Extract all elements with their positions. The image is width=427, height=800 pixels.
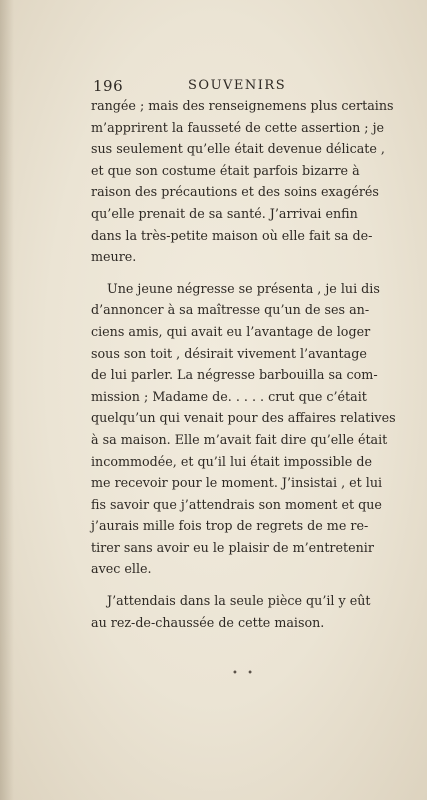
paragraph-2 [91, 278, 396, 580]
text-line: dans la très-petite maison où elle fait sa de- [91, 227, 373, 243]
text-line: ciens amis, qui avait eu l’avantage de loger [91, 323, 371, 339]
text-line: rangée ; mais des renseignemens plus certains [91, 98, 394, 113]
running-head [93, 77, 353, 95]
text-line: meure. [91, 249, 137, 265]
text-line: de lui parler. La négresse barbouilla sa com- [91, 367, 378, 383]
text-line: m’apprirent la fausseté de cette assertion ; je [91, 119, 385, 135]
paragraph-gap [91, 580, 351, 590]
text-line: j’aurais mille fois trop de regrets de me re- [91, 518, 369, 534]
text-line: me recevoir pour le moment. J’insistai , et lui [91, 475, 383, 491]
paragraph-gap [91, 268, 351, 278]
text-line: fis savoir que j’attendrais son moment et que [91, 496, 382, 512]
body-text [91, 95, 396, 633]
text-line: et que son costume était parfois bizarre à [91, 162, 360, 178]
text-line: tirer sans avoir eu le plaisir de m’entretenir [91, 539, 374, 555]
text-line: au rez-de-chaussée de cette maison. [91, 614, 325, 630]
running-title: SOUVENIRS [188, 78, 287, 93]
text-line: Une jeune négresse se présenta , je lui dis [107, 280, 380, 296]
text-line: J’attendais dans la seule pièce qu’il y eût [107, 593, 371, 609]
page-number: 196 [93, 77, 124, 95]
text-line: sus seulement qu’elle était devenue délicate , [91, 141, 385, 157]
text-line: qu’elle prenait de sa santé. J’arrivai enfin [91, 205, 358, 221]
text-line: à sa maison. Elle m’avait fait dire qu’elle était [91, 431, 388, 447]
text-line: mission ; Madame de. . . . . crut que c’était [91, 388, 367, 404]
text-line: d’annoncer à sa maîtresse qu’un de ses an- [91, 302, 370, 318]
paragraph-3 [91, 590, 371, 633]
text-line: raison des précautions et des soins exagérés [91, 184, 379, 200]
gutter-shadow [0, 0, 14, 800]
paragraph-1 [91, 95, 394, 268]
text-line: sous son toit , désirait vivement l’avantage [91, 345, 367, 361]
text-line: quelqu’un qui venait pour des affaires relatives [91, 410, 396, 426]
page-ornament: • • [232, 668, 256, 679]
text-line: avec elle. [91, 561, 152, 577]
text-line: incommodée, et qu’il lui était impossible de [91, 453, 372, 469]
